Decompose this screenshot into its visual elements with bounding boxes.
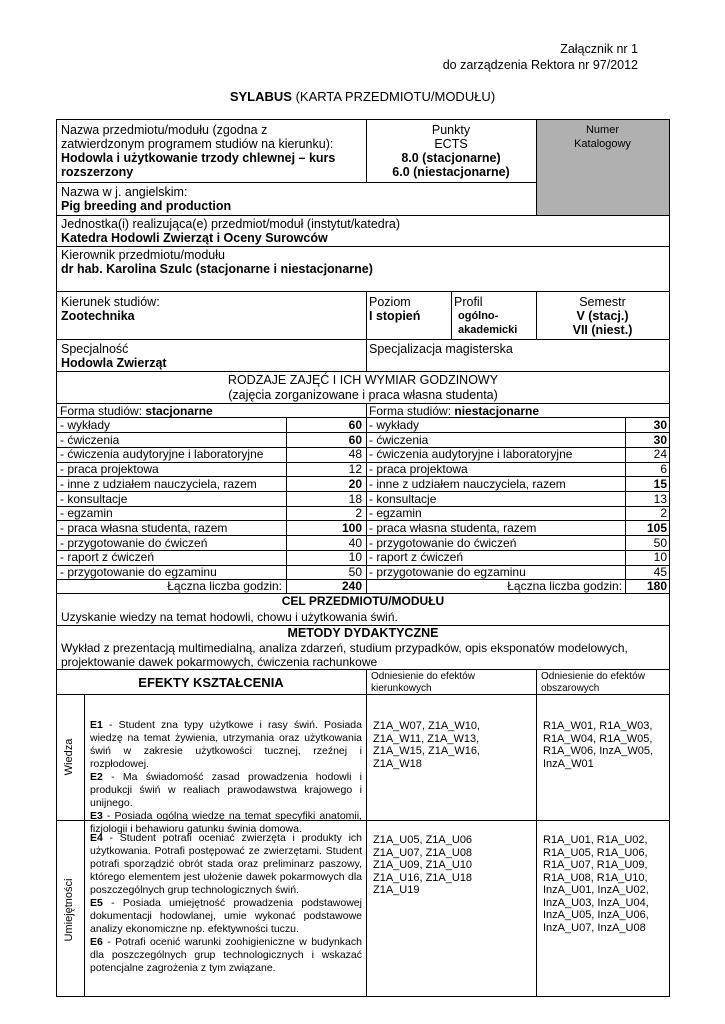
reference-line: R1A_W06, InzA_W05, xyxy=(543,745,654,757)
reference-line: Z1A_U07, Z1A_U08 xyxy=(373,846,473,859)
profile-value-1: ogólno- xyxy=(458,310,499,322)
unit-label: Jednostka(i) realizująca(e) przedmiot/moduł (instytut/katedra) xyxy=(61,217,401,231)
hours-row-value-full: 18 xyxy=(348,491,362,506)
form-part-value: niestacjonarne xyxy=(454,404,540,418)
reference-line: Z1A_U19 xyxy=(373,884,420,896)
hours-row-value-part: 15 xyxy=(653,476,667,491)
methods-text-1: Wykład z prezentacją multimedialną, analiza zdarzeń, studium przypadków, opis eksponatów modelowych, xyxy=(61,641,628,655)
hours-row-value-part: 13 xyxy=(653,491,667,506)
course-name-1: Hodowla i użytkowanie trzody chlewnej – kurs xyxy=(61,151,336,165)
form-label-full: Forma studiów: xyxy=(60,404,146,418)
hours-row-value-full: 12 xyxy=(348,462,362,477)
hours-row-label-part: - wykłady xyxy=(369,418,420,432)
effect-code: E5 xyxy=(90,897,103,909)
hours-row-value-full: 60 xyxy=(348,418,362,432)
level-label: Poziom xyxy=(369,295,411,309)
hours-row-value-part: 45 xyxy=(653,565,667,579)
hours-row-value-part: 30 xyxy=(653,432,667,447)
master-spec-label: Specjalizacja magisterska xyxy=(369,342,513,356)
effect-text: - Student potrafi oceniać zwierzęta i produkty ich użytkowania. Potrafi postępować ze zwierzętami. Student potrafi sporządzić obrót stada oraz preliminarz paszowy, którego elementem jest ułożenie dawek pokarmowych dla poszczególnych grup technologicznych świń. xyxy=(90,832,362,896)
hours-row-label-full: - praca projektowa xyxy=(60,462,159,477)
total-label-full: Łączna liczba godzin: xyxy=(167,579,282,593)
unit-name: Katedra Hodowli Zwierząt i Oceny Surowców xyxy=(61,231,328,245)
catalog-section xyxy=(536,122,669,152)
knowledge-dir-refs xyxy=(370,719,534,771)
catalog-label-1: Numer xyxy=(585,124,619,136)
hours-row-value-full: 60 xyxy=(348,432,362,447)
skills-label: Umiejętności xyxy=(63,878,75,942)
effect-item xyxy=(90,719,362,771)
effect-text: - Potrafi ocenić warunki zoohigieniczne w budynkach dla poszczególnych grup technologicznych i wskazać potencjalne zagrożenia z tym związane. xyxy=(90,936,362,974)
reference-line: Z1A_U09, Z1A_U10 xyxy=(373,859,473,871)
effect-item xyxy=(90,936,362,975)
field-value: Zootechnika xyxy=(61,309,135,323)
english-name-label: Nazwa w j. angielskim: xyxy=(61,185,188,199)
form-label-part: Forma studiów: xyxy=(369,404,455,418)
specialty-section xyxy=(58,341,364,371)
reference-line: Z1A_U05, Z1A_U06 xyxy=(373,834,473,846)
hours-row-value-full: 20 xyxy=(348,476,362,491)
hours-row-label-part: - przygotowanie do ćwiczeń xyxy=(369,535,517,550)
hours-title-2: (zajęcia zorganizowane i praca własna studenta) xyxy=(228,388,498,402)
profile-value-2: akademicki xyxy=(458,324,518,336)
knowledge-label: Wiedza xyxy=(63,738,75,776)
reference-line: Z1A_W07, Z1A_W10, xyxy=(373,720,480,732)
reference-line: R1A_U01, R1A_U02, xyxy=(543,834,648,846)
course-name-label-1: Nazwa przedmiotu/modułu (zgodna z xyxy=(61,123,268,137)
hours-row-value-part: 2 xyxy=(660,506,667,521)
goal-title: CEL PRZEDMIOTU/MODUŁU xyxy=(281,594,445,608)
reference-line: R1A_U05, R1A_U06, xyxy=(543,846,648,859)
effect-item xyxy=(90,832,362,897)
hours-row-label-part: - raport z ćwiczeń xyxy=(369,550,464,565)
head-label: Kierownik przedmiotu/modułu xyxy=(61,248,225,262)
hours-row-label-full: - ćwiczenia audytoryjne i laboratoryjne xyxy=(60,447,264,462)
hours-row-label-part: - egzamin xyxy=(369,506,422,521)
hours-row-label-part: - ćwiczenia xyxy=(369,432,429,447)
english-name-section xyxy=(58,184,364,214)
methods-title: METODY DYDAKTYCZNE xyxy=(287,626,439,640)
methods-text-2: projektowanie dawek pokarmowych, ćwiczenia rachunkowe xyxy=(61,655,378,669)
hours-title xyxy=(56,373,670,403)
semester-part-time: VII (niest.) xyxy=(572,323,633,337)
specialty-value: Hodowla Zwierząt xyxy=(61,356,167,370)
effect-text: - Student zna typy użytkowe i rasy świń. Posiada wiedzę na temat żywienia, utrzymania oraz użytkowania świń w zakresie użytkowości tucznej, rzeźnej i rozpłodowej. xyxy=(90,719,362,770)
reference-line: InzA_U07, InzA_U08 xyxy=(543,921,646,934)
course-name-label-2: zatwierdzonym programem studiów na kierunku): xyxy=(61,137,334,151)
hours-row-value-full: 40 xyxy=(348,535,362,550)
total-label-part: Łączna liczba godzin: xyxy=(507,579,622,593)
effect-text: - Ma świadomość zasad prowadzenia hodowli i produkcji świń w realiach prawodawstwa krajowego i unijnego. xyxy=(90,771,362,809)
hours-row-label-full: - egzamin xyxy=(60,506,113,521)
form-part-time xyxy=(369,404,539,418)
field-label: Kierunek studiów: xyxy=(61,295,160,309)
specialty-label: Specjalność xyxy=(61,342,129,356)
knowledge-effects xyxy=(87,718,365,837)
reference-line: Z1A_U16, Z1A_U18 xyxy=(373,871,473,884)
effects-col-area-1: Odniesienie do efektów xyxy=(541,671,645,682)
hours-row-label-full: - przygotowanie do ćwiczeń xyxy=(60,535,208,550)
hours-row-label-full: - ćwiczenia xyxy=(60,432,120,447)
effects-col-area-2: obszarowych xyxy=(541,683,600,694)
page-title xyxy=(0,89,725,104)
effect-item xyxy=(90,771,362,810)
profile-label: Profil xyxy=(454,295,483,309)
reference-line: InzA_U03, InzA_U04, xyxy=(543,896,649,909)
effect-text: - Posiada umiejętność prowadzenia podstawowej dokumentacji hodowlanej, umie wykonać podstawowe analizy ekonomiczne np. efektywności tuczu. xyxy=(90,897,362,935)
ects-full-time: 8.0 (stacjonarne) xyxy=(401,151,501,165)
ects-section xyxy=(366,122,536,180)
effect-code: E3 xyxy=(90,810,103,822)
ects-part-time: 6.0 (niestacjonarne) xyxy=(392,165,510,179)
catalog-label-2: Katalogowy xyxy=(574,138,631,150)
regulation-line: do zarządzenia Rektora nr 97/2012 xyxy=(442,58,638,72)
hours-row-value-full: 50 xyxy=(348,565,362,579)
hours-row-value-full: 100 xyxy=(341,520,362,535)
skills-dir-refs xyxy=(370,833,534,898)
effect-code: E1 xyxy=(90,719,103,731)
effects-col-dir-1: Odniesienie do efektów xyxy=(371,671,475,682)
course-name-2: rozszerzony xyxy=(61,165,134,179)
unit-section xyxy=(58,216,658,246)
title-bold: SYLABUS xyxy=(229,89,292,104)
ects-label-1: Punkty xyxy=(431,123,471,137)
reference-line: Z1A_W15, Z1A_W16, xyxy=(373,745,480,757)
reference-line: R1A_W01, R1A_W03, xyxy=(543,720,653,732)
hours-row-value-part: 50 xyxy=(653,535,667,550)
head-name: dr hab. Karolina Szulc (stacjonarne i niestacjonarne) xyxy=(61,262,373,276)
reference-line: InzA_U01, InzA_U02, xyxy=(543,884,649,896)
hours-row-value-full: 48 xyxy=(348,447,362,462)
hours-row-label-part: - praca własna studenta, razem xyxy=(369,520,537,535)
skills-area-refs xyxy=(540,833,668,935)
total-part: 180 xyxy=(646,579,667,593)
hours-row-label-part: - przygotowanie do egzaminu xyxy=(369,565,526,579)
reference-line: R1A_W04, R1A_W05, xyxy=(543,732,653,745)
effect-code: E4 xyxy=(90,832,103,844)
hours-row-value-part: 6 xyxy=(660,462,667,477)
hours-row-value-part: 24 xyxy=(653,447,667,462)
reference-line: InzA_U05, InzA_U06, xyxy=(543,909,649,921)
attachment-line: Załącznik nr 1 xyxy=(560,42,638,56)
field-section xyxy=(58,294,364,324)
form-full-time xyxy=(60,404,213,418)
methods-text xyxy=(58,640,668,670)
effects-col-area xyxy=(538,670,668,696)
hours-row-label-full: - przygotowanie do egzaminu xyxy=(60,565,217,579)
effect-item xyxy=(90,897,362,936)
total-full: 240 xyxy=(341,579,362,593)
hours-row-label-full: - inne z udziałem nauczyciela, razem xyxy=(60,476,257,491)
reference-line: InzA_W01 xyxy=(543,757,594,770)
reference-line: R1A_U07, R1A_U09, xyxy=(543,859,648,871)
level-section xyxy=(366,294,451,324)
form-full-value: stacjonarne xyxy=(145,404,213,418)
effects-col-dir-2: kierunkowych xyxy=(371,683,432,694)
hours-row-label-part: - konsultacje xyxy=(369,491,437,506)
semester-full-time: V (stacj.) xyxy=(576,309,629,323)
effects-title: EFEKTY KSZTAŁCENIA xyxy=(138,675,284,690)
hours-row-label-full: - konsultacje xyxy=(60,491,128,506)
hours-row-label-full: - raport z ćwiczeń xyxy=(60,550,155,565)
hours-title-1: RODZAJE ZAJĘĆ I ICH WYMIAR GODZINOWY xyxy=(227,373,499,387)
course-name-section xyxy=(58,122,364,180)
hours-row-label-part: - ćwiczenia audytoryjne i laboratoryjne xyxy=(369,447,573,462)
head-section xyxy=(58,247,658,277)
hours-row-label-part: - inne z udziałem nauczyciela, razem xyxy=(369,476,566,491)
goal-text: Uzyskanie wiedzy na temat hodowli, chowu i użytkowania świń. xyxy=(61,610,398,624)
hours-row-label-part: - praca projektowa xyxy=(369,462,468,477)
skills-effects xyxy=(87,831,365,976)
english-name: Pig breeding and production xyxy=(61,199,232,213)
ects-label-2: ECTS xyxy=(434,137,468,151)
effect-code: E6 xyxy=(90,936,103,948)
effects-col-dir xyxy=(368,670,534,696)
effect-text: - Posiada ogólną wiedzę na temat specyfiki anatomii, fizjologii i behawioru gatunku świnia domowa. xyxy=(90,810,362,835)
knowledge-area-refs xyxy=(540,719,668,771)
reference-line: R1A_U08, R1A_U10, xyxy=(543,871,648,884)
hours-row-value-full: 10 xyxy=(348,550,362,565)
hours-row-value-full: 2 xyxy=(355,506,362,521)
profile-section xyxy=(451,294,536,338)
hours-row-value-part: 30 xyxy=(653,418,667,432)
title-rest: (KARTA PRZEDMIOTU/MODUŁU) xyxy=(291,89,496,104)
hours-row-label-full: - praca własna studenta, razem xyxy=(60,520,228,535)
reference-line: Z1A_W11, Z1A_W13, xyxy=(373,732,480,745)
reference-line: Z1A_W18 xyxy=(373,757,422,770)
effect-code: E2 xyxy=(90,771,103,783)
semester-section xyxy=(536,294,669,338)
master-spec-section xyxy=(366,341,666,357)
hours-row-value-part: 10 xyxy=(653,550,667,565)
level-value: I stopień xyxy=(369,309,421,323)
hours-row-label-full: - wykłady xyxy=(60,418,111,432)
hours-row-value-part: 105 xyxy=(646,520,667,535)
semester-label: Semestr xyxy=(579,295,626,309)
